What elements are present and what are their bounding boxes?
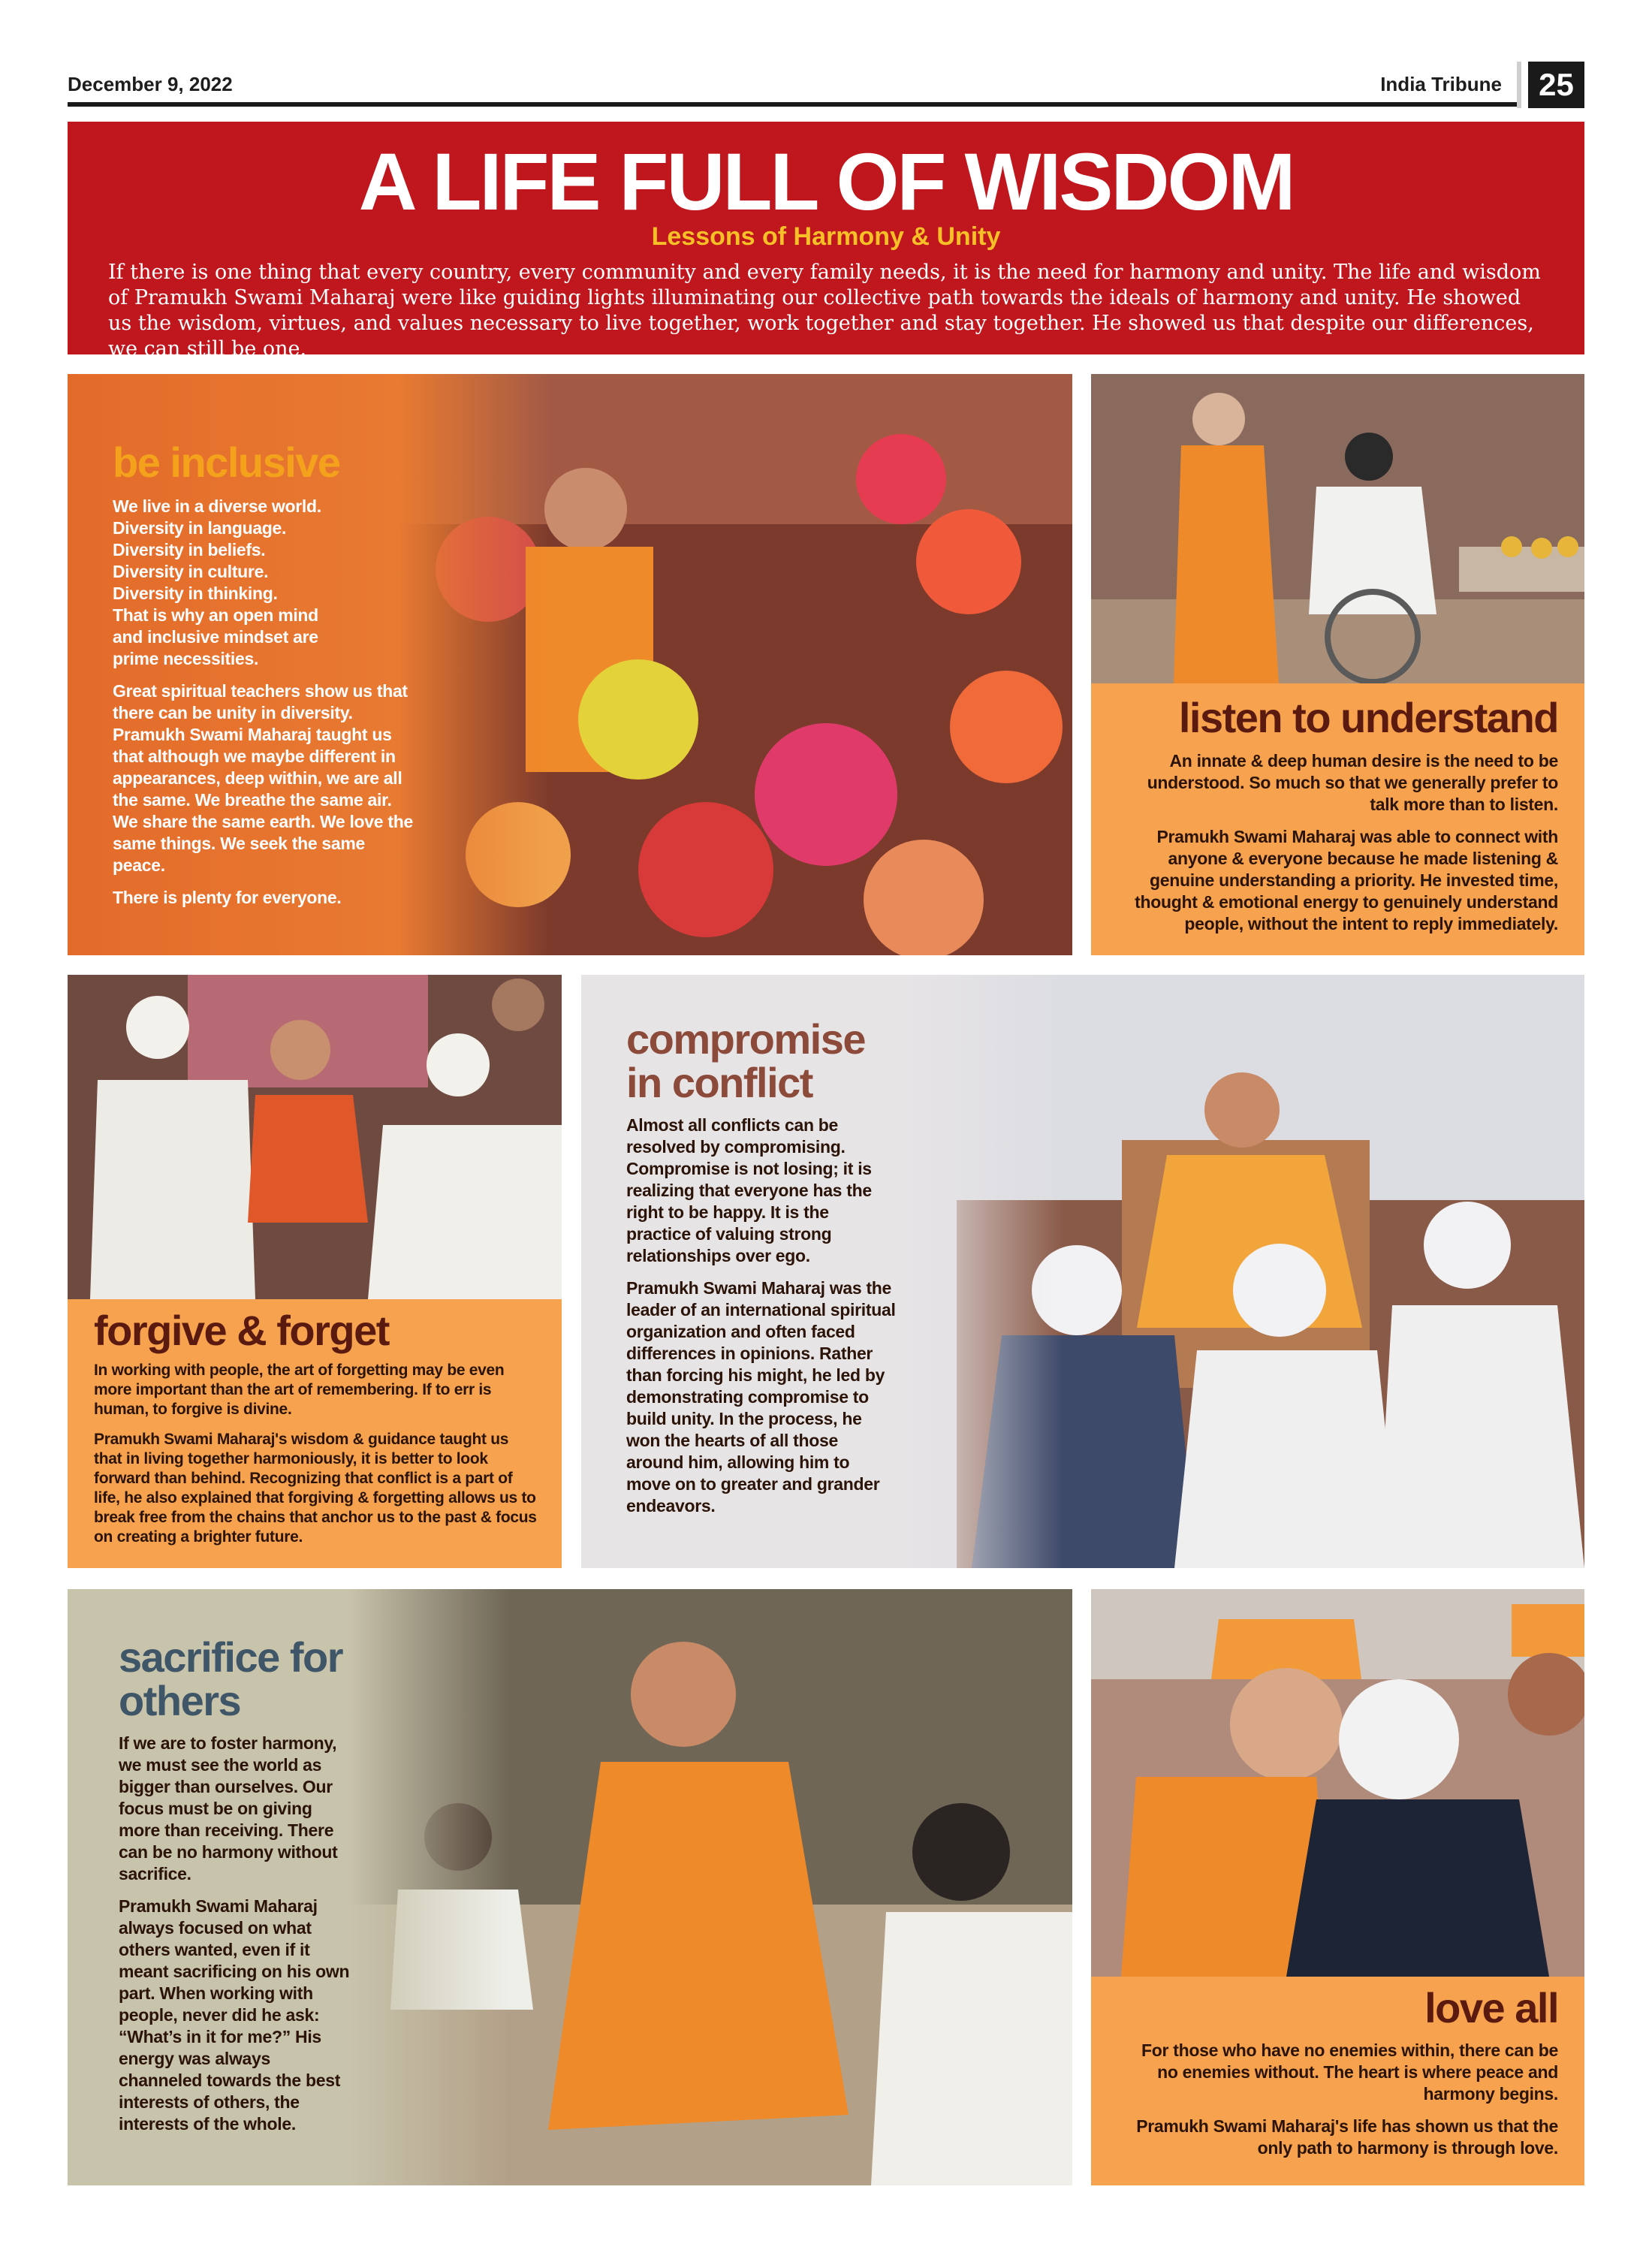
be-inclusive-paragraph-3: There is plenty for everyone. <box>113 888 342 907</box>
love-paragraph-1: For those who have no enemies within, there can be no enemies without. The heart is where peace and harmony begins. <box>1141 2040 1558 2104</box>
compromise-heading-line-2: in conflict <box>626 1059 812 1106</box>
love-text <box>1117 2040 1558 2170</box>
listen-text <box>1117 750 1558 946</box>
love-heading: love all <box>1424 1984 1558 2031</box>
publication-name: India Tribune <box>1380 73 1502 95</box>
inclusive-line: Diversity in language. <box>113 518 287 538</box>
listen-paragraph-2: Pramukh Swami Maharaj was able to connect with anyone & everyone because he made listening & genuine understanding a priority. He invested time, thought & emotional energy to genuinely understand people, without the intent to reply immediately. <box>1135 827 1558 933</box>
listen-paragraph-1: An innate & deep human desire is the need to be understood. So much so that we generally prefer to talk more than to listen. <box>1147 751 1558 814</box>
compromise-text <box>626 1114 897 1528</box>
inclusive-line: Diversity in beliefs. <box>113 540 266 559</box>
page-number: 25 <box>1528 62 1584 108</box>
inclusive-line: Diversity in culture. <box>113 562 269 581</box>
be-inclusive-text <box>113 496 413 919</box>
compromise-paragraph-2: Pramukh Swami Maharaj was the leader of an international spiritual organization and often faced differences in opinions. Rather than forcing his might, he led by demonstrating compromise to build unity. In the process, he won the hearts of all those around him, allowing him to move on to greater and grander endeavors. <box>626 1278 896 1516</box>
forgive-photo <box>68 975 562 1299</box>
listen-photo <box>1091 374 1584 683</box>
forgive-text <box>94 1361 537 1558</box>
compromise-heading <box>626 1015 865 1106</box>
inclusive-line: We live in a diverse world. <box>113 496 321 516</box>
sacrifice-heading-line-2: others <box>119 1677 241 1724</box>
header-separator <box>1517 62 1521 108</box>
inclusive-line: prime necessities. <box>113 649 259 668</box>
title-banner <box>68 122 1584 360</box>
issue-date: December 9, 2022 <box>68 73 233 95</box>
forgive-heading: forgive & forget <box>94 1307 389 1354</box>
forgive-paragraph-1: In working with people, the art of forgetting may be even more important than the art of remembering. If to err is human, to forgive is divine. <box>94 1362 505 1418</box>
listen-heading: listen to understand <box>1178 694 1558 741</box>
page-subtitle: Lessons of Harmony & Unity <box>651 222 1001 251</box>
be-inclusive-paragraph-2: Great spiritual teachers show us that there can be unity in diversity. Pramukh Swami Maharaj taught us that although we maybe different in appearances, deep within, we are all the same. We breathe the same air. We share the same earth. We love the same things. We seek the same peace. <box>113 681 413 875</box>
page-title: A LIFE FULL OF WISDOM <box>358 136 1294 227</box>
inclusive-line: That is why an open mind <box>113 605 318 625</box>
header-rule <box>68 102 1517 107</box>
sacrifice-paragraph-2: Pramukh Swami Maharaj always focused on what others wanted, even if it meant sacrificing on his own part. When working with people, never did he ask: “What’s in it for me?” His energy was always channeled towards the best interests of others, the interests of the whole. <box>119 1896 350 2134</box>
sacrifice-text <box>119 1733 353 2146</box>
sacrifice-paragraph-1: If we are to foster harmony, we must see the world as bigger than ourselves. Our focus must be on giving more than receiving. There can be no harmony without sacrifice. <box>119 1733 338 1884</box>
sacrifice-heading-line-1: sacrifice for <box>119 1633 342 1681</box>
be-inclusive-heading: be inclusive <box>113 439 340 486</box>
compromise-heading-line-1: compromise <box>626 1015 865 1063</box>
compromise-paragraph-1: Almost all conflicts can be resolved by compromising. Compromise is not losing; it is realizing that everyone has the right to be happy. It is the practice of valuing strong relationships over ego. <box>626 1115 872 1265</box>
sacrifice-heading <box>119 1633 342 1724</box>
love-paragraph-2: Pramukh Swami Maharaj's life has shown us that the only path to harmony is through love. <box>1136 2116 1558 2158</box>
forgive-paragraph-2: Pramukh Swami Maharaj's wisdom & guidance taught us that in living together harmoniously, it is better to look forward than behind. Recognizing that conflict is a part of life, he also explained that forgiving & forgetting allows us to break free from the chains that anchor us to the past & focus on creating a brighter future. <box>94 1431 537 1546</box>
intro-paragraph: If there is one thing that every country, every community and every family needs, it is the need for harmony and unity. The life and wisdom of Pramukh Swami Maharaj were like guiding lights illuminating our collective path towards the ideals of harmony and unity. He showed us the wisdom, virtues, and values necessary to live together, work together and stay together. He showed us that despite our differences, we can still be one. <box>108 261 1541 360</box>
love-photo <box>1091 1589 1584 1977</box>
inclusive-line: Diversity in thinking. <box>113 584 278 603</box>
inclusive-line: and inclusive mindset are <box>113 627 318 647</box>
